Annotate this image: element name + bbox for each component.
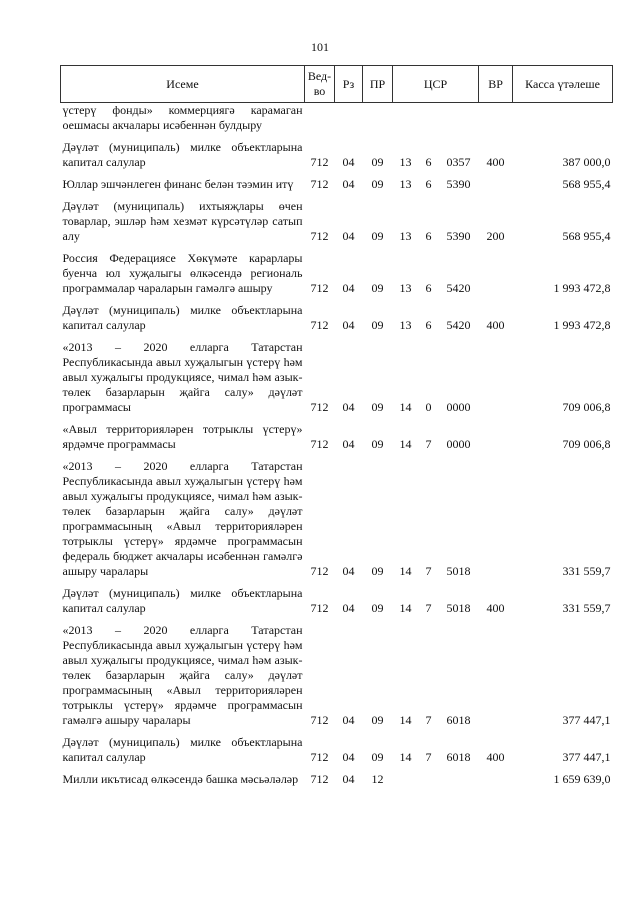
row-pr: 09 (371, 437, 384, 451)
table-row (61, 417, 613, 454)
row-rz: 04 (342, 713, 355, 727)
row-kassa: 387 000,0 (562, 155, 611, 169)
row-rz: 04 (342, 564, 355, 578)
row-rz: 04 (342, 772, 355, 786)
row-kassa: 331 559,7 (562, 564, 611, 578)
row-vr (479, 172, 513, 194)
table-row (61, 172, 613, 194)
row-vr: 400 (486, 318, 505, 332)
row-rz: 04 (342, 750, 355, 764)
row-csr-part3: 5390 (446, 177, 471, 191)
row-name: «2013 – 2020 елларга Татарстан Республикасында авыл хуҗалыгын үстерү һәм авыл хуҗалыгы продукциясе, чимал һәм азык-төлек базарларын җайга салу» дәүләт программасының «Авыл территорияләрен тотрыклы үстерү» ярдәмче программасын гамәлгә ашыру чаралары (62, 623, 303, 727)
budget-table (60, 65, 613, 789)
row-vr (479, 335, 513, 417)
row-rz: 04 (342, 229, 355, 243)
row-rz: 04 (342, 177, 355, 191)
row-name: Дәүләт (муниципаль) ихтыяҗлары өчен товарлар, эшләр һәм хезмәт күрсәтүләр сатып алу (62, 199, 303, 243)
row-name: Юллар эшчәнлеген финанс белән тәэмин итү (62, 177, 294, 191)
row-vr: 400 (486, 155, 505, 169)
row-name: Милли икътисад өлкәсендә башка мәсьәләләр (62, 772, 299, 786)
row-csr-part3: 0000 (446, 400, 471, 414)
row-name: Дәүләт (муниципаль) милке объектларына капитал салулар (62, 586, 303, 615)
row-pr: 09 (371, 318, 384, 332)
row-csr-part2: 7 (425, 601, 432, 615)
page-number: 101 (311, 40, 329, 54)
row-name: «2013 – 2020 елларга Татарстан Республикасында авыл хуҗалыгын үстерү һәм авыл хуҗалыгы продукциясе, чимал һәм азык-төлек базарларын җайга салу» дәүләт программасы (62, 340, 303, 414)
row-csr-part3 (439, 767, 479, 789)
row-kassa: 377 447,1 (562, 713, 611, 727)
row-vr: 400 (486, 601, 505, 615)
row-pr: 09 (371, 281, 384, 295)
row-rz: 04 (342, 281, 355, 295)
row-pr: 09 (371, 229, 384, 243)
row-vedo: 712 (310, 713, 329, 727)
row-kassa: 1 993 472,8 (553, 281, 611, 295)
row-csr-part3: 5018 (446, 564, 471, 578)
row-csr-part2: 6 (425, 318, 432, 332)
row-vr (479, 767, 513, 789)
row-vr: 400 (486, 750, 505, 764)
table-row (61, 298, 613, 335)
row-kassa: 1 659 639,0 (553, 772, 611, 786)
row-rz: 04 (342, 318, 355, 332)
row-pr: 09 (371, 177, 384, 191)
table-row (61, 581, 613, 618)
header-name: Исеме (61, 66, 305, 103)
header-kassa: Касса үтәлеше (513, 66, 613, 103)
row-vedo: 712 (310, 155, 329, 169)
row-csr-part1: 14 (399, 713, 412, 727)
row-csr-part2: 6 (425, 155, 432, 169)
row-pr: 09 (371, 400, 384, 414)
row-kassa: 709 006,8 (562, 400, 611, 414)
row-csr-part1: 13 (399, 155, 412, 169)
row-csr-part2: 7 (425, 750, 432, 764)
row-name: «2013 – 2020 елларга Татарстан Республикасында авыл хуҗалыгын үстерү һәм авыл хуҗалыгы продукциясе, чимал һәм азык-төлек базарларын җайга салу» дәүләт программасының «Авыл территорияләрен тотрыклы үстерү» ярдәмче программасын федераль бюджет акчалары исәбеннән гамәлгә ашыру чаралары (62, 459, 303, 578)
row-name: Дәүләт (муниципаль) милке объектларына капитал салулар (62, 303, 303, 332)
row-rz: 04 (342, 437, 355, 451)
row-vedo: 712 (310, 177, 329, 191)
row-kassa: 1 993 472,8 (553, 318, 611, 332)
row-pr: 09 (371, 155, 384, 169)
row-csr-part2: 6 (425, 177, 432, 191)
row-vr (479, 618, 513, 730)
row-kassa: 709 006,8 (562, 437, 611, 451)
row-vedo: 712 (310, 318, 329, 332)
row-name: «Авыл территорияләрен тотрыклы үстерү» ярдәмче программасы (62, 422, 303, 451)
row-pr: 09 (371, 564, 384, 578)
row-pr: 09 (371, 713, 384, 727)
table-row (61, 618, 613, 730)
header-rz: Рз (335, 66, 363, 103)
row-csr-part3: 5018 (446, 601, 471, 615)
row-csr-part1: 13 (399, 229, 412, 243)
row-vedo: 712 (310, 400, 329, 414)
row-vedo: 712 (310, 564, 329, 578)
row-csr-part1: 14 (399, 400, 412, 414)
row-csr-part3: 5390 (446, 229, 471, 243)
table-row (61, 730, 613, 767)
row-csr-part3: 5420 (446, 281, 471, 295)
row-vr: 200 (486, 229, 505, 243)
row-csr-part1: 13 (399, 318, 412, 332)
row-vr (479, 246, 513, 298)
table-row (61, 135, 613, 172)
header-vr: ВР (479, 66, 513, 103)
row-csr-part3: 5420 (446, 318, 471, 332)
row-pr: 09 (371, 601, 384, 615)
row-name: Дәүләт (муниципаль) милке объектларына капитал салулар (62, 140, 303, 169)
row-rz: 04 (342, 155, 355, 169)
row-kassa: 331 559,7 (562, 601, 611, 615)
table-row (61, 767, 613, 789)
row-vr (479, 417, 513, 454)
table-row (61, 194, 613, 246)
row-csr-part3: 6018 (446, 750, 471, 764)
row-csr-part1: 13 (399, 177, 412, 191)
row-csr-part1 (393, 767, 419, 789)
row-csr-part2: 7 (425, 713, 432, 727)
row-csr-part2: 6 (425, 229, 432, 243)
row-csr-part2 (419, 767, 439, 789)
row-csr-part1: 14 (399, 437, 412, 451)
row-csr-part3: 0000 (446, 437, 471, 451)
row-csr-part2: 6 (425, 281, 432, 295)
table-row (61, 454, 613, 581)
header-pr: ПР (363, 66, 393, 103)
row-csr-part2: 0 (425, 400, 432, 414)
row-vedo: 712 (310, 601, 329, 615)
row-name: Россия Федерациясе Хөкүмәте карарлары буенча юл хуҗалыгы өлкәсендә региональ программалар чараларын гамәлгә ашыру (62, 251, 303, 295)
row-pr: 09 (371, 750, 384, 764)
row-vr (479, 454, 513, 581)
row-rz: 04 (342, 601, 355, 615)
row-vedo: 712 (310, 281, 329, 295)
table-row (61, 335, 613, 417)
row-vedo: 712 (310, 229, 329, 243)
table-header-row (61, 66, 613, 103)
row-kassa: 568 955,4 (562, 177, 611, 191)
row-csr-part2: 7 (425, 564, 432, 578)
header-vedo: Вед-во (305, 66, 335, 103)
row-vedo: 712 (310, 437, 329, 451)
row-csr-part1: 13 (399, 281, 412, 295)
row-kassa: 377 447,1 (562, 750, 611, 764)
row-pr: 12 (371, 772, 384, 786)
continuation-row (61, 103, 613, 136)
row-vedo: 712 (310, 750, 329, 764)
table-row (61, 246, 613, 298)
row-name: Дәүләт (муниципаль) милке объектларына капитал салулар (62, 735, 303, 764)
row-kassa: 568 955,4 (562, 229, 611, 243)
row-csr-part1: 14 (399, 750, 412, 764)
row-csr-part3: 6018 (446, 713, 471, 727)
row-csr-part2: 7 (425, 437, 432, 451)
row-csr-part1: 14 (399, 564, 412, 578)
continuation-text: үстерү фонды» коммерциягә карамаган оешмасы акчалары исәбеннән булдыру (62, 103, 303, 132)
row-csr-part1: 14 (399, 601, 412, 615)
row-csr-part3: 0357 (446, 155, 471, 169)
row-vedo: 712 (310, 772, 329, 786)
row-rz: 04 (342, 400, 355, 414)
header-csr: ЦСР (393, 66, 479, 103)
